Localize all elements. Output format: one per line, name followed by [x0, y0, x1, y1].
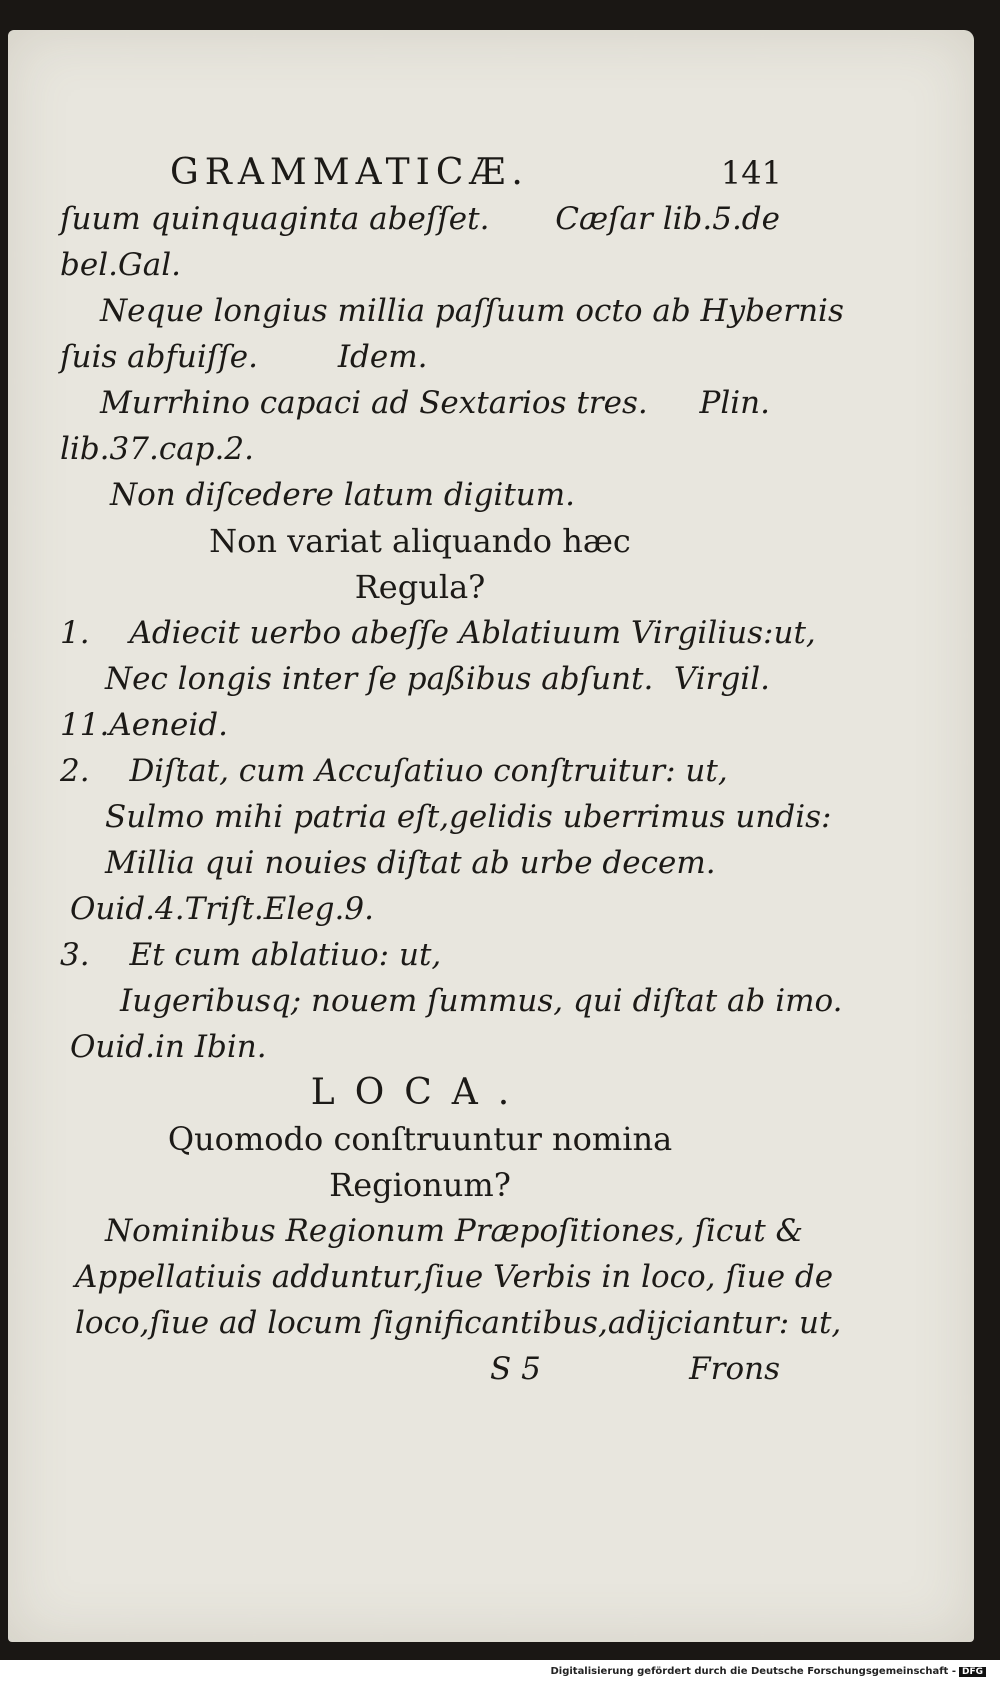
verse-line: Iugeribusq; nouem ſummus, qui diſtat ab imo.	[120, 983, 843, 1019]
text-line: Nominibus Regionum Præpoſitiones, ſicut &	[105, 1213, 804, 1249]
dfg-logo: DFG	[959, 1667, 986, 1677]
numbered-item	[60, 748, 780, 794]
text-span: Nec longis inter ſe paßibus abſunt.	[105, 661, 654, 697]
citation: Virgil.	[673, 661, 770, 697]
text-line	[60, 196, 780, 242]
credit-text: Digitalisierung gefördert durch die Deutsche Forschungsgemeinschaft -	[550, 1666, 956, 1677]
text-line: Ouid.in Ibin.	[70, 1029, 267, 1065]
numbered-item	[60, 932, 780, 978]
numbered-item	[60, 610, 816, 656]
question-heading: Regionum?	[329, 1166, 511, 1204]
question-heading: Regula?	[354, 568, 486, 606]
citation: Plin.	[699, 385, 770, 421]
text-line	[60, 656, 780, 702]
verse-line: Millia qui nouies diſtat ab urbe decem.	[105, 845, 716, 881]
funding-credit	[550, 1666, 986, 1677]
text-span: Murrhino capaci ad Sextarios tres.	[100, 385, 648, 421]
text-span: ſuis abfuiſſe.	[60, 339, 258, 375]
signature-line	[60, 1346, 780, 1392]
text-span: Diſtat, cum Accuſatiuo conſtruitur: ut,	[129, 753, 728, 789]
text-line: Ouid.4.Triſt.Eleg.9.	[70, 891, 374, 927]
question-heading: Quomodo conſtruuntur nomina	[167, 1120, 673, 1158]
header-title: GRAMMATICÆ.	[170, 152, 529, 193]
verse-line: Sulmo mihi patria eſt,gelidis uberrimus undis:	[105, 799, 832, 835]
citation: Idem.	[337, 339, 428, 375]
item-number: 2.	[60, 753, 90, 789]
citation: Cæſar lib.5.de	[555, 201, 780, 237]
item-number: 3.	[60, 937, 90, 973]
page-text	[60, 150, 844, 1392]
text-line	[60, 334, 780, 380]
running-header	[60, 150, 780, 196]
text-line: 11.Aeneid.	[60, 707, 228, 743]
section-heading: LOCA.	[310, 1072, 530, 1113]
text-line: Non diſcedere latum digitum.	[110, 477, 576, 513]
item-number: 1.	[60, 615, 90, 651]
text-span: Et cum ablatiuo: ut,	[129, 937, 442, 973]
text-line: Appellatiuis adduntur,ſiue Verbis in loco, ſiue de	[75, 1259, 834, 1295]
text-line: Neque longius millia paſſuum octo ab Hybernis	[100, 293, 844, 329]
catchword: Frons	[689, 1351, 780, 1387]
text-line: bel.Gal.	[60, 247, 181, 283]
question-heading: Non variat aliquando hæc	[209, 522, 631, 560]
signature-mark: S 5	[490, 1351, 541, 1387]
text-line: lib.37.cap.2.	[60, 431, 254, 467]
text-line: loco,ſiue ad locum ſignificantibus,adijciantur: ut,	[75, 1305, 842, 1341]
text-span: Adiecit uerbo abeſſe Ablatiuum Virgilius:ut,	[129, 615, 816, 651]
text-line	[60, 380, 780, 426]
page-number: 141	[720, 154, 782, 192]
text-span: ſuum quinquaginta abeſſet.	[60, 201, 490, 237]
